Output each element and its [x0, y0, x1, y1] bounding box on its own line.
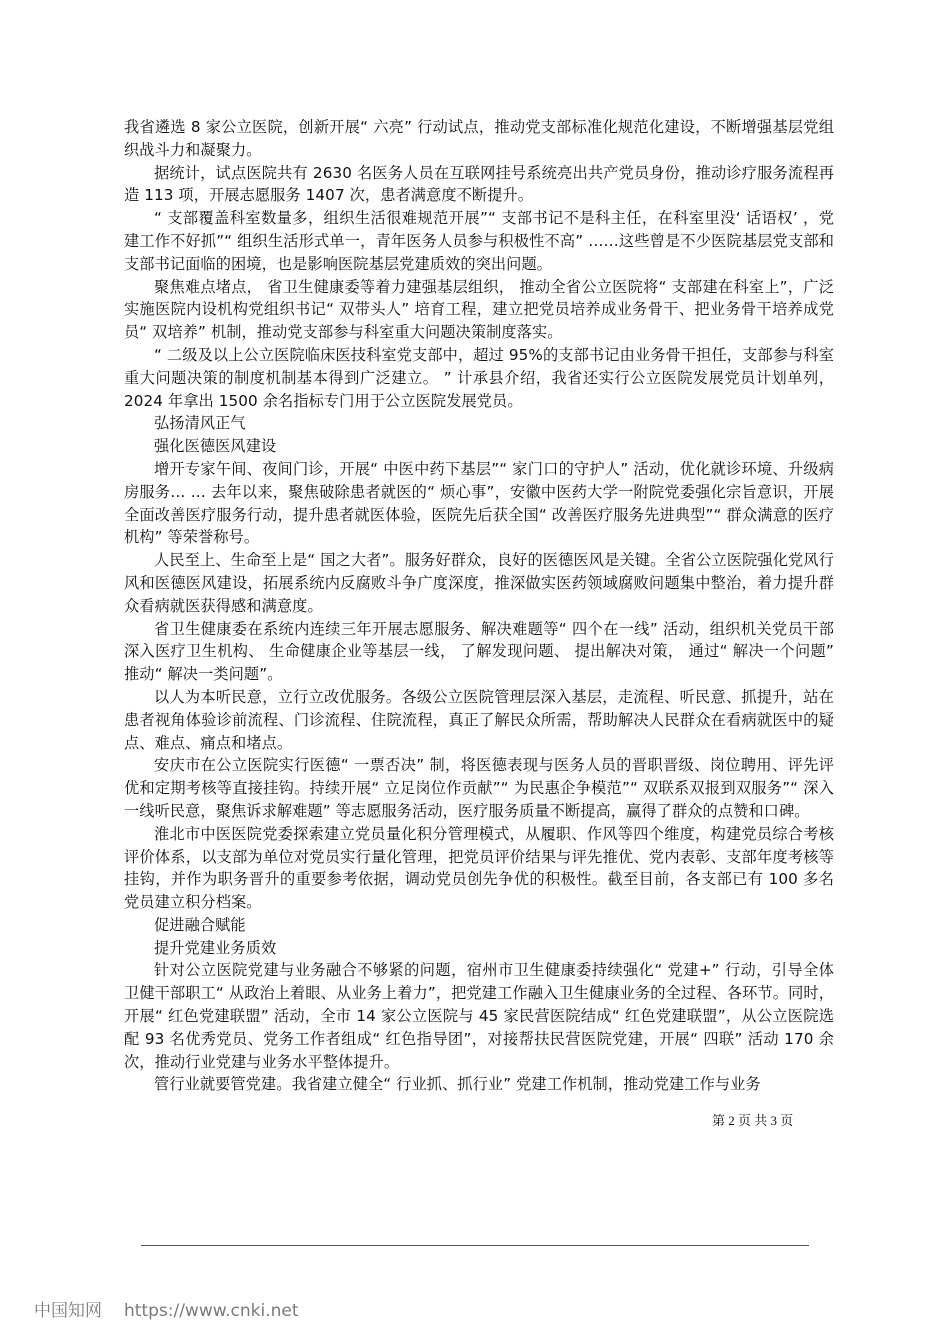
paragraph: “ 二级及以上公立医院临床医技科室党支部中，超过 95%的支部书记由业务骨干担任，支部参与科室重大问题决策的制度机制基本得到广泛建立。 ” 计承县介绍，我省还实行公立医院发展党员计划单列，2024 年拿出 1500 余名指标专门用于公立医院发展党员。: [124, 345, 834, 410]
section-subheading: 强化医德医风建设: [154, 437, 277, 456]
paragraph: 淮北市中医医院党委探索建立党员量化积分管理模式，从履职、作风等四个维度，构建党员综合考核评价体系，以支部为单位对党员实行量化管理，把党员评价结果与评先推优、党内表彰、支部年度考核等挂钩，并作为职务晋升的重要参考依据，调动党员创先争优的积极性。截至目前，各支部已有 100 多名党员建立积分档案。: [124, 824, 834, 912]
watermark-footer: [34, 1296, 298, 1321]
article-body: [124, 116, 834, 1096]
paragraph: 管行业就要管党建。我省建立健全“ 行业抓、抓行业” 党建工作机制，推动党建工作与业务: [154, 1075, 761, 1094]
paragraph: 省卫生健康委在系统内连续三年开展志愿服务、解决难题等“ 四个在一线” 活动，组织机关党员干部深入医疗卫生机构、 生命健康企业等基层一线， 了解发现问题、 提出解决对策， 通过“ 解决一个问题” 推动“ 解决一类问题”。: [124, 619, 834, 684]
section-subheading: 提升党建业务质效: [154, 938, 277, 957]
paragraph: 针对公立医院党建与业务融合不够紧的问题，宿州市卫生健康委持续强化“ 党建+” 行动，引导全体卫健干部职工“ 从政治上着眼、从业务上着力”，把党建工作融入卫生健康业务的全过程、各环节。同时，开展“ 红色党建联盟” 活动，全市 14 家公立医院与 45 家民营医院结成“ 红色党建联盟”，从公立医院选配 93 名优秀党员、党务工作者组成“ 红色指导团”，对接帮扶民营医院党建，开展“ 四联” 活动 170 余次，推动行业党建与业务水平整体提升。: [124, 961, 834, 1071]
page-number: 第 2 页 共 3 页: [712, 1113, 794, 1128]
paragraph: “ 支部覆盖科室数量多，组织生活很难规范开展”“ 支部书记不是科主任，在科室里没‘ 话语权’ ，党建工作不好抓”“ 组织生活形式单一，青年医务人员参与积极性不高” ……这些曾是不少医院基层党支部和支部书记面临的困境，也是影响医院基层党建质效的突出问题。: [124, 209, 834, 273]
brand-text: 中国知网: [34, 1301, 102, 1321]
paragraph: 以人为本听民意，立行立改优服务。各级公立医院管理层深入基层，走流程、听民意、抓提升，站在患者视角体验诊前流程、门诊流程、住院流程，真正了解民众所需，帮助解决人民群众在看病就医中的疑点、难点、痛点和堵点。: [124, 687, 834, 752]
paragraph: 增开专家午间、夜间门诊，开展“ 中医中药下基层”“ 家门口的守护人” 活动，优化就诊环境、升级病房服务… … 去年以来，聚焦破除患者就医的“ 烦心事”，安徽中医药大学一附院党委强化宗旨意识，开展全面改善医疗服务行动，提升患者就医体验，医院先后获全国“ 改善医疗服务先进典型”“ 群众满意的医疗机构” 等荣誉称号。: [124, 459, 834, 547]
paragraph: 我省遴选 8 家公立医院，创新开展“ 六亮” 行动试点，推动党支部标准化规范化建设，不断增强基层党组织战斗力和凝聚力。: [124, 118, 834, 159]
paragraph: 聚焦难点堵点， 省卫生健康委等着力建强基层组织， 推动全省公立医院将“ 支部建在科室上”，广泛实施医院内设机构党组织书记“ 双带头人” 培育工程，建立把党员培养成业务骨干、把业务骨干培养成党员“ 双培养” 机制，推动党支部参与科室重大问题决策制度落实。: [124, 277, 834, 342]
paragraph: 安庆市在公立医院实行医德“ 一票否决” 制，将医德表现与医务人员的晋职晋级、岗位聘用、评先评优和定期考核等直接挂钩。持续开展“ 立足岗位作贡献”“ 为民惠企争模范”“ 双联系双报到双服务”“ 深入一线听民意，聚焦诉求解难题” 等志愿服务活动，医疗服务质量不断提高，赢得了群众的点赞和口碑。: [124, 756, 834, 820]
source-url: https://www.cnki.net: [124, 1301, 299, 1321]
section-heading: 弘扬清风正气: [154, 414, 246, 433]
paragraph: 人民至上、生命至上是“ 国之大者”。服务好群众，良好的医德医风是关键。全省公立医院强化党风行风和医德医风建设，拓展系统内反腐败斗争广度深度，推深做实医药领域腐败问题集中整治，着力提升群众看病就医获得感和满意度。: [124, 551, 834, 615]
paragraph: 据统计，试点医院共有 2630 名医务人员在互联网挂号系统亮出共产党员身份，推动诊疗服务流程再造 113 项，开展志愿服务 1407 次，患者满意度不断提升。: [124, 163, 834, 205]
section-heading: 促进融合赋能: [154, 915, 246, 934]
footer-divider: [141, 1245, 809, 1246]
